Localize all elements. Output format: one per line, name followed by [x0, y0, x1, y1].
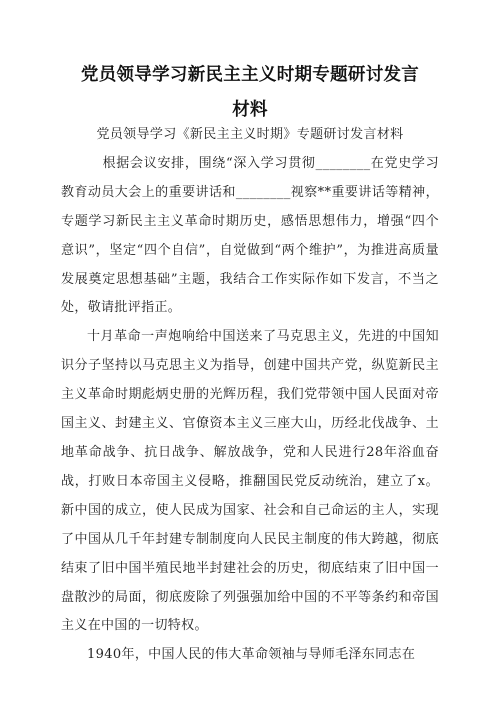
document-title-line-1: 党员领导学习新民主主义时期专题研讨发言 [80, 65, 420, 85]
paragraph-intro: 根据会议安排，围绕“深入学习贯彻________在党史学习教育动员大会上的重要讲话和________视察**重要讲话等精神，专题学习新民主主义革命时期历史，感悟思想伟力，增强“四个意识”，坚定“四个自信”，自觉做到“两个维护”，为推进高质量发展奠定思想基础”主题，我结合工作实际作如下发言，不当之处，敬请批评指正。 [61, 155, 439, 316]
paragraph-1940: 1940年，中国人民的伟大革命领袖与导师毛泽东同志在 [87, 647, 416, 663]
paragraph-october-revolution: 十月革命一声炮响给中国送来了马克思主义，先进的中国知识分子坚持以马克思主义为指导，创建中国共产党，纵览新民主主义革命时期彪炳史册的光辉历程，我们党带领中国人民面对帝国主义、封建主义、官僚资本主义三座大山，历经北伐战争、土地革命战争、抗日战争、解放战争，党和人民进行28年浴血奋战，打败日本帝国主义侵略，推翻国民党反动统治，建立了x。新中国的成立，使人民成为国家、社会和自己命运的主人，实现了中国从几千年封建专制制度向人民民主制度的伟大跨越，彻底结束了旧中国半殖民地半封建社会的历史，彻底结束了旧中国一盘散沙的局面，彻底废除了列强强加给中国的不平等条约和帝国主义在中国的一切特权。 [61, 329, 439, 634]
document-subtitle: 党员领导学习《新民主主义时期》专题研讨发言材料 [96, 127, 404, 142]
document-body [61, 121, 439, 670]
document-title-line-2: 材料 [232, 100, 268, 120]
document-title [60, 58, 440, 128]
